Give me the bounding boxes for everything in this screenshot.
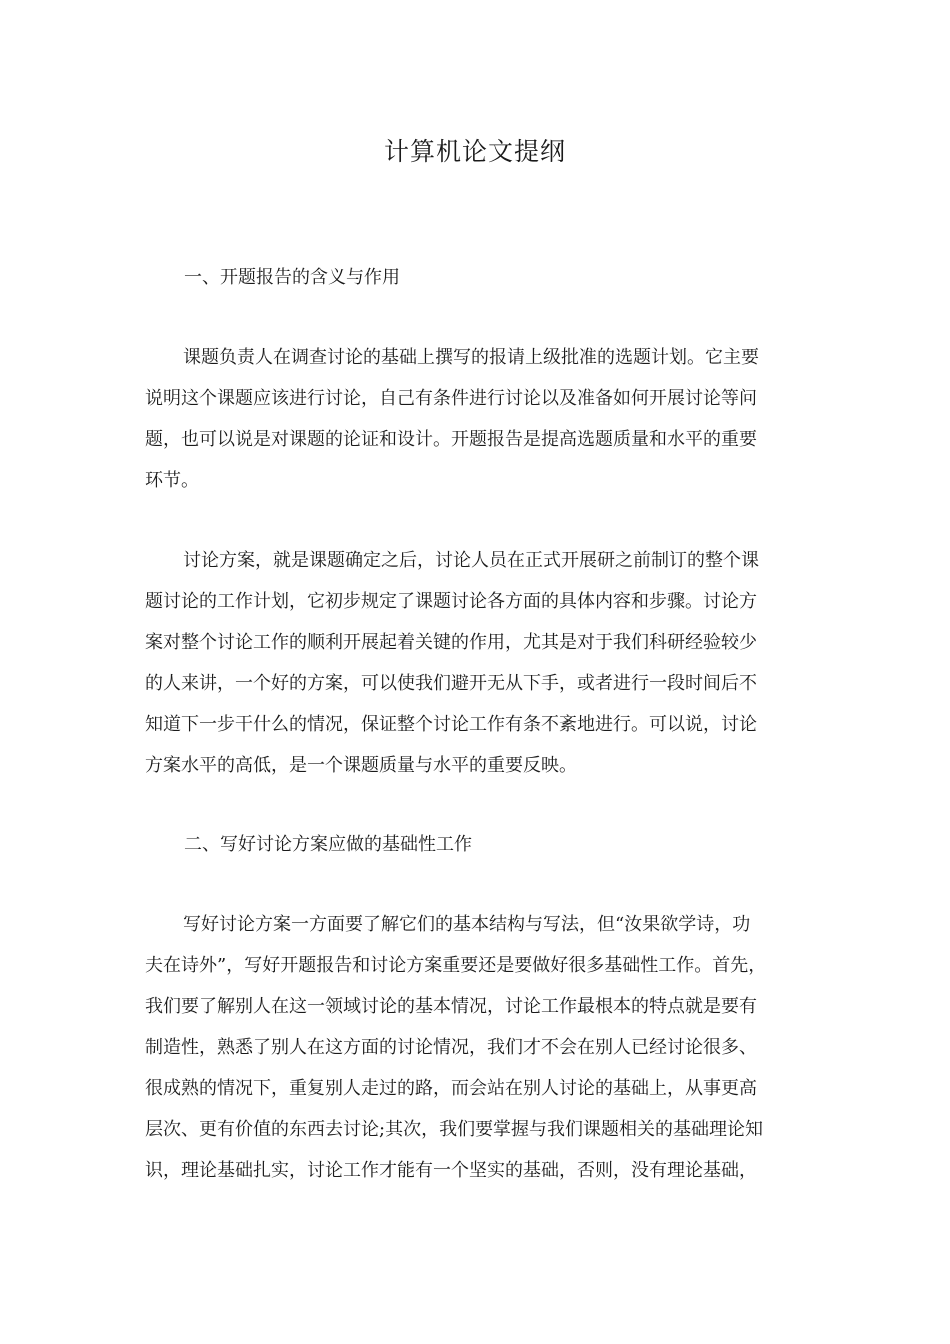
paragraph-line: 方案水平的高低，是一个课题质量与水平的重要反映。	[145, 755, 577, 776]
paragraph-line: 很成熟的情况下，重复别人走过的路，而会站在别人讨论的基础上，从事更高	[145, 1078, 757, 1099]
paragraph-line: 的人来讲，一个好的方案，可以使我们避开无从下手，或者进行一段时间后不	[145, 673, 757, 694]
paragraph-line: 讨论方案，就是课题确定之后，讨论人员在正式开展研之前制订的整个课	[183, 550, 759, 571]
paragraph-line: 案对整个讨论工作的顺利开展起着关键的作用，尤其是对于我们科研经验较少	[145, 632, 757, 653]
paragraph-line: 我们要了解别人在这一领域讨论的基本情况，讨论工作最根本的特点就是要有	[145, 996, 757, 1017]
paragraph-line: 说明这个课题应该进行讨论，自己有条件进行讨论以及准备如何开展讨论等问	[145, 388, 757, 409]
paragraph-line: 课题负责人在调查讨论的基础上撰写的报请上级批准的选题计划。它主要	[183, 347, 759, 368]
paragraph-line: 夫在诗外”，写好开题报告和讨论方案重要还是要做好很多基础性工作。首先，	[145, 955, 767, 976]
paragraph-line: 制造性，熟悉了别人在这方面的讨论情况，我们才不会在别人已经讨论很多、	[145, 1037, 757, 1058]
paragraph-line: 环节。	[145, 470, 199, 491]
paragraph-line: 层次、更有价值的东西去讨论;其次，我们要掌握与我们课题相关的基础理论知	[145, 1119, 764, 1140]
paragraph-line: 题讨论的工作计划，它初步规定了课题讨论各方面的具体内容和步骤。讨论方	[145, 591, 757, 612]
section-heading-1: 一、开题报告的含义与作用	[184, 267, 400, 288]
section-heading-2: 二、写好讨论方案应做的基础性工作	[184, 834, 472, 855]
paragraph-2	[145, 540, 805, 786]
document-title: 计算机论文提纲	[383, 137, 566, 166]
paragraph-line: 识，理论基础扎实，讨论工作才能有一个坚实的基础，否则，没有理论基础，	[145, 1160, 757, 1181]
paragraph-line: 题，也可以说是对课题的论证和设计。开题报告是提高选题质量和水平的重要	[145, 429, 757, 450]
paragraph-line: 知道下一步干什么的情况，保证整个讨论工作有条不紊地进行。可以说，讨论	[145, 714, 757, 735]
paragraph-1	[145, 337, 805, 501]
paragraph-line: 写好讨论方案一方面要了解它们的基本结构与写法，但“汝果欲学诗，功	[183, 914, 751, 935]
paragraph-3	[145, 904, 805, 1191]
